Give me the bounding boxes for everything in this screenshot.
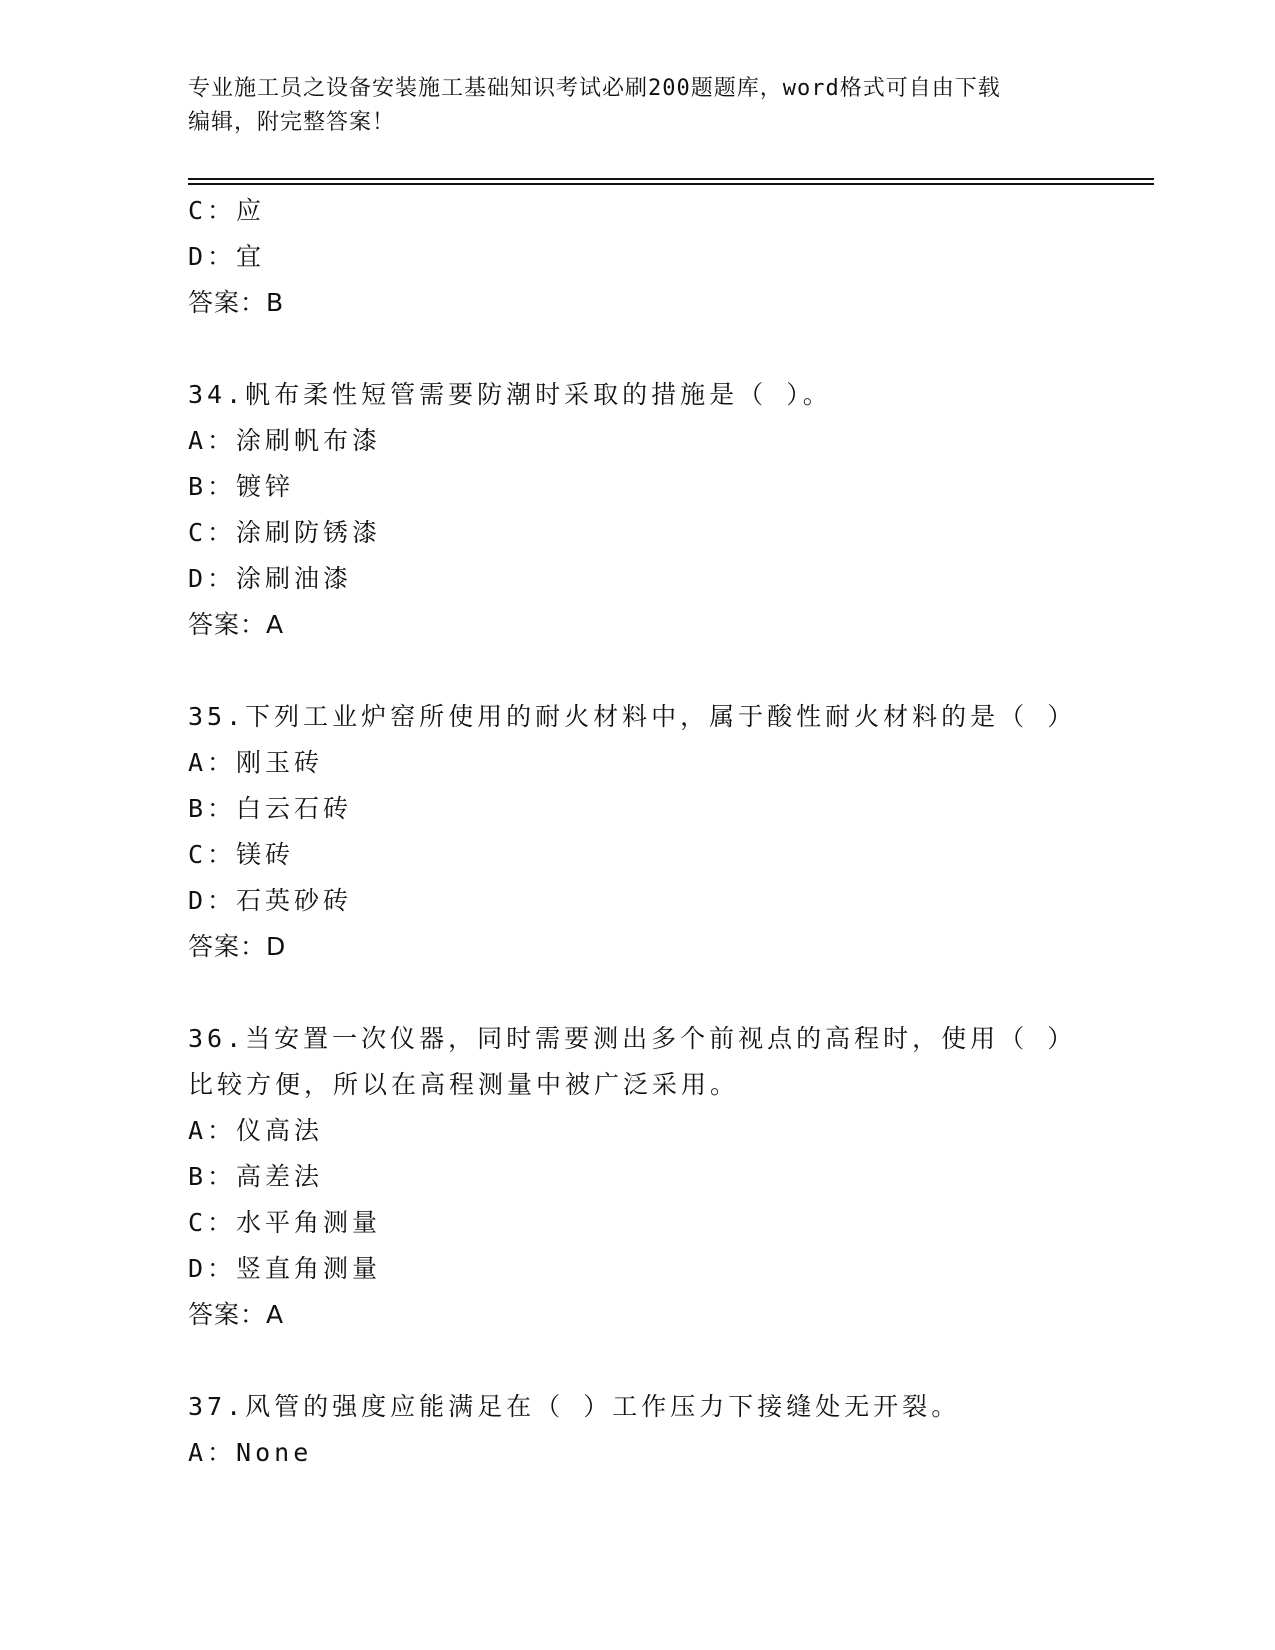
- question-block-37: [188, 1384, 1088, 1476]
- question-stem: 34.帆布柔性短管需要防潮时采取的措施是（ ）。: [188, 380, 832, 409]
- header-title-line-2: 编辑，附完整答案！: [188, 110, 396, 135]
- question-stem-line-2: 比较方便，所以在高程测量中被广泛采用。: [188, 1070, 740, 1099]
- option-c: C：水平角测量: [188, 1208, 382, 1237]
- option-d: D：竖直角测量: [188, 1254, 382, 1283]
- question-stem-line-1: 36.当安置一次仪器，同时需要测出多个前视点的高程时，使用（ ）: [188, 1024, 1077, 1053]
- option-b: B：镀锌: [188, 472, 295, 501]
- header-divider-top: [188, 178, 1154, 180]
- answer-line: 答案：A: [188, 1300, 285, 1329]
- question-stem: 37.风管的强度应能满足在（ ）工作压力下接缝处无开裂。: [188, 1392, 961, 1421]
- spacer: [188, 1338, 1088, 1384]
- option-a: A：涂刷帆布漆: [188, 426, 382, 455]
- question-block-33: [188, 188, 1088, 326]
- option-b: B：高差法: [188, 1162, 324, 1191]
- answer-line: 答案：A: [188, 610, 285, 639]
- question-list: [188, 188, 1088, 1476]
- option-d: D：石英砂砖: [188, 886, 353, 915]
- document-header: [188, 72, 1088, 140]
- option-a: A：刚玉砖: [188, 748, 324, 777]
- question-block-35: [188, 694, 1088, 970]
- question-block-36: [188, 1016, 1088, 1338]
- option-a: A：None: [188, 1438, 313, 1467]
- header-divider-bottom: [188, 183, 1154, 185]
- option-c: C：涂刷防锈漆: [188, 518, 382, 547]
- question-stem: 35.下列工业炉窑所使用的耐火材料中，属于酸性耐火材料的是（ ）: [188, 702, 1077, 731]
- option-d: D：宜: [188, 242, 266, 271]
- header-title-line-1: 专业施工员之设备安装施工基础知识考试必刷200题题库，word格式可自由下载: [188, 76, 1001, 101]
- question-block-34: [188, 372, 1088, 648]
- answer-line: 答案：D: [188, 932, 287, 961]
- spacer: [188, 326, 1088, 372]
- option-c: C：应: [188, 196, 266, 225]
- spacer: [188, 648, 1088, 694]
- spacer: [188, 970, 1088, 1016]
- option-a: A：仪高法: [188, 1116, 324, 1145]
- answer-line: 答案：B: [188, 288, 285, 317]
- option-d: D：涂刷油漆: [188, 564, 353, 593]
- option-b: B：白云石砖: [188, 794, 353, 823]
- option-c: C：镁砖: [188, 840, 295, 869]
